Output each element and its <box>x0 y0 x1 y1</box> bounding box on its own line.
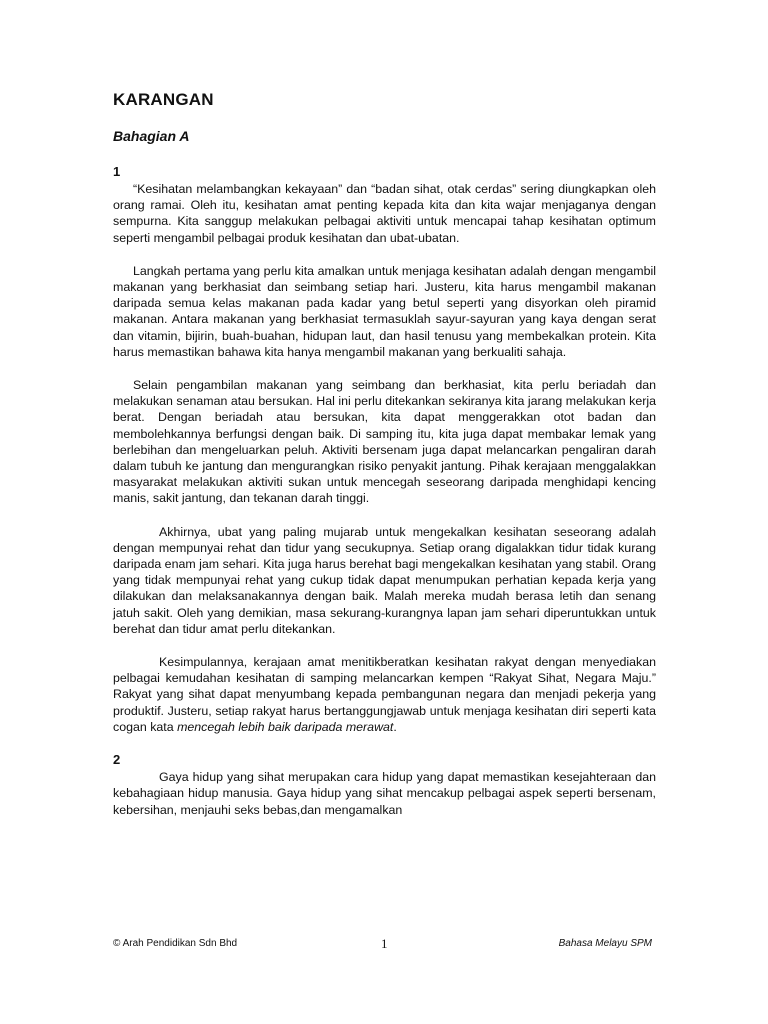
document-title: KARANGAN <box>113 90 214 109</box>
essay-paragraph: Akhirnya, ubat yang paling mujarab untuk mengekalkan kesihatan seseorang adalah dengan mempunyai rehat dan tidur yang secukupnya. Setiap orang digalakkan tidur tidak kurang daripada enam jam sehari. Kita juga harus berehat bagi mengekalkan kesihatan yang stabil. Orang yang tidak mempunyai rehat yang cukup tidak dapat menumpukan perhatian kepada kerja yang dilakukan dan melaksanakannya dengan baik. Malah mereka mudah berasa letih dan senang jatuh sakit. Oleh yang demikian, masa sekurang-kurangnya lapan jam sehari diperuntukkan untuk berehat dan tidur amat perlu ditekankan. <box>113 524 656 636</box>
slogan-italic: mencegah lebih baik daripada merawat <box>177 719 394 734</box>
conclusion-text: Kesimpulannya, kerajaan amat menitikberatkan kesihatan rakyat dengan menyediakan pelbagai kemudahan kesihatan di samping melancarkan kempen “Rakyat Sihat, Negara Maju.” Rakyat yang sihat dapat menyumbang kepada pembangunan negara dan menjadi pekerja yang produktif. Justeru, setiap rakyat harus bertanggungjawab untuk menjaga kesihatan diri seperti kata cogan kata <box>113 655 656 734</box>
question-number-1: 1 <box>113 164 121 179</box>
essay-paragraph: Langkah pertama yang perlu kita amalkan untuk menjaga kesihatan adalah dengan mengambil makanan yang berkhasiat dan seimbang setiap hari. Justeru, kita harus mengambil makanan daripada semua kelas makanan pada kadar yang betul seperti yang disyorkan oleh piramid makanan. Antara makanan yang berkhasiat termasuklah sayur-sayuran yang kaya dengan serat dan vitamin, bijirin, buah-buahan, hidupan laut, dan hasil tenusu yang membekalkan protein. Kita harus memastikan bahawa kita hanya mengambil makanan yang berkualiti sahaja. <box>113 263 656 359</box>
footer-page-number: 1 <box>381 936 388 951</box>
page-footer <box>113 936 656 956</box>
document-body <box>113 88 656 818</box>
essay-paragraph: Gaya hidup yang sihat merupakan cara hidup yang dapat memastikan kesejahteraan dan kebahagiaan hidup manusia. Gaya hidup yang sihat mencakup pelbagai aspek seperti bersenam, kebersihan, menjauhi seks bebas,dan mengamalkan <box>113 770 656 817</box>
essay-paragraph-conclusion <box>113 654 656 735</box>
essay-paragraph: “Kesihatan melambangkan kekayaan” dan “badan sihat, otak cerdas” sering diungkapkan oleh orang ramai. Oleh itu, kesihatan amat penting kepada kita dan kita wajar menjaganya dengan sempurna. Kita sanggup melakukan pelbagai aktiviti untuk mencapai tahap kesihatan optimum seperti mengambil pelbagai produk kesihatan dan ubat-ubatan. <box>113 182 656 245</box>
footer-publisher: © Arah Pendidikan Sdn Bhd <box>113 938 238 949</box>
essay-paragraph: Selain pengambilan makanan yang seimbang dan berkhasiat, kita perlu beriadah dan melakukan senaman atau bersukan. Hal ini perlu ditekankan sekiranya kita jarang melakukan kerja berat. Dengan beriadah atau bersukan, kita dapat menggerakkan otot badan dan membolehkannya berfungsi dengan baik. Di samping itu, kita juga dapat membakar lemak yang berlebihan dan mengeluarkan peluh. Aktiviti bersenam juga dapat melancarkan pengaliran darah dalam tubuh ke jantung dan mengurangkan risiko penyakit jantung. Pihak kerajaan menggalakkan masyarakat melakukan aktiviti sukan untuk mencegah seseorang daripada menghidapi kencing manis, sakit jantung, dan tekanan darah tinggi. <box>113 378 656 506</box>
conclusion-end: . <box>393 719 397 734</box>
section-heading: Bahagian A <box>113 128 190 144</box>
question-number-2: 2 <box>113 752 121 768</box>
footer-subject: Bahasa Melayu SPM <box>558 938 652 949</box>
